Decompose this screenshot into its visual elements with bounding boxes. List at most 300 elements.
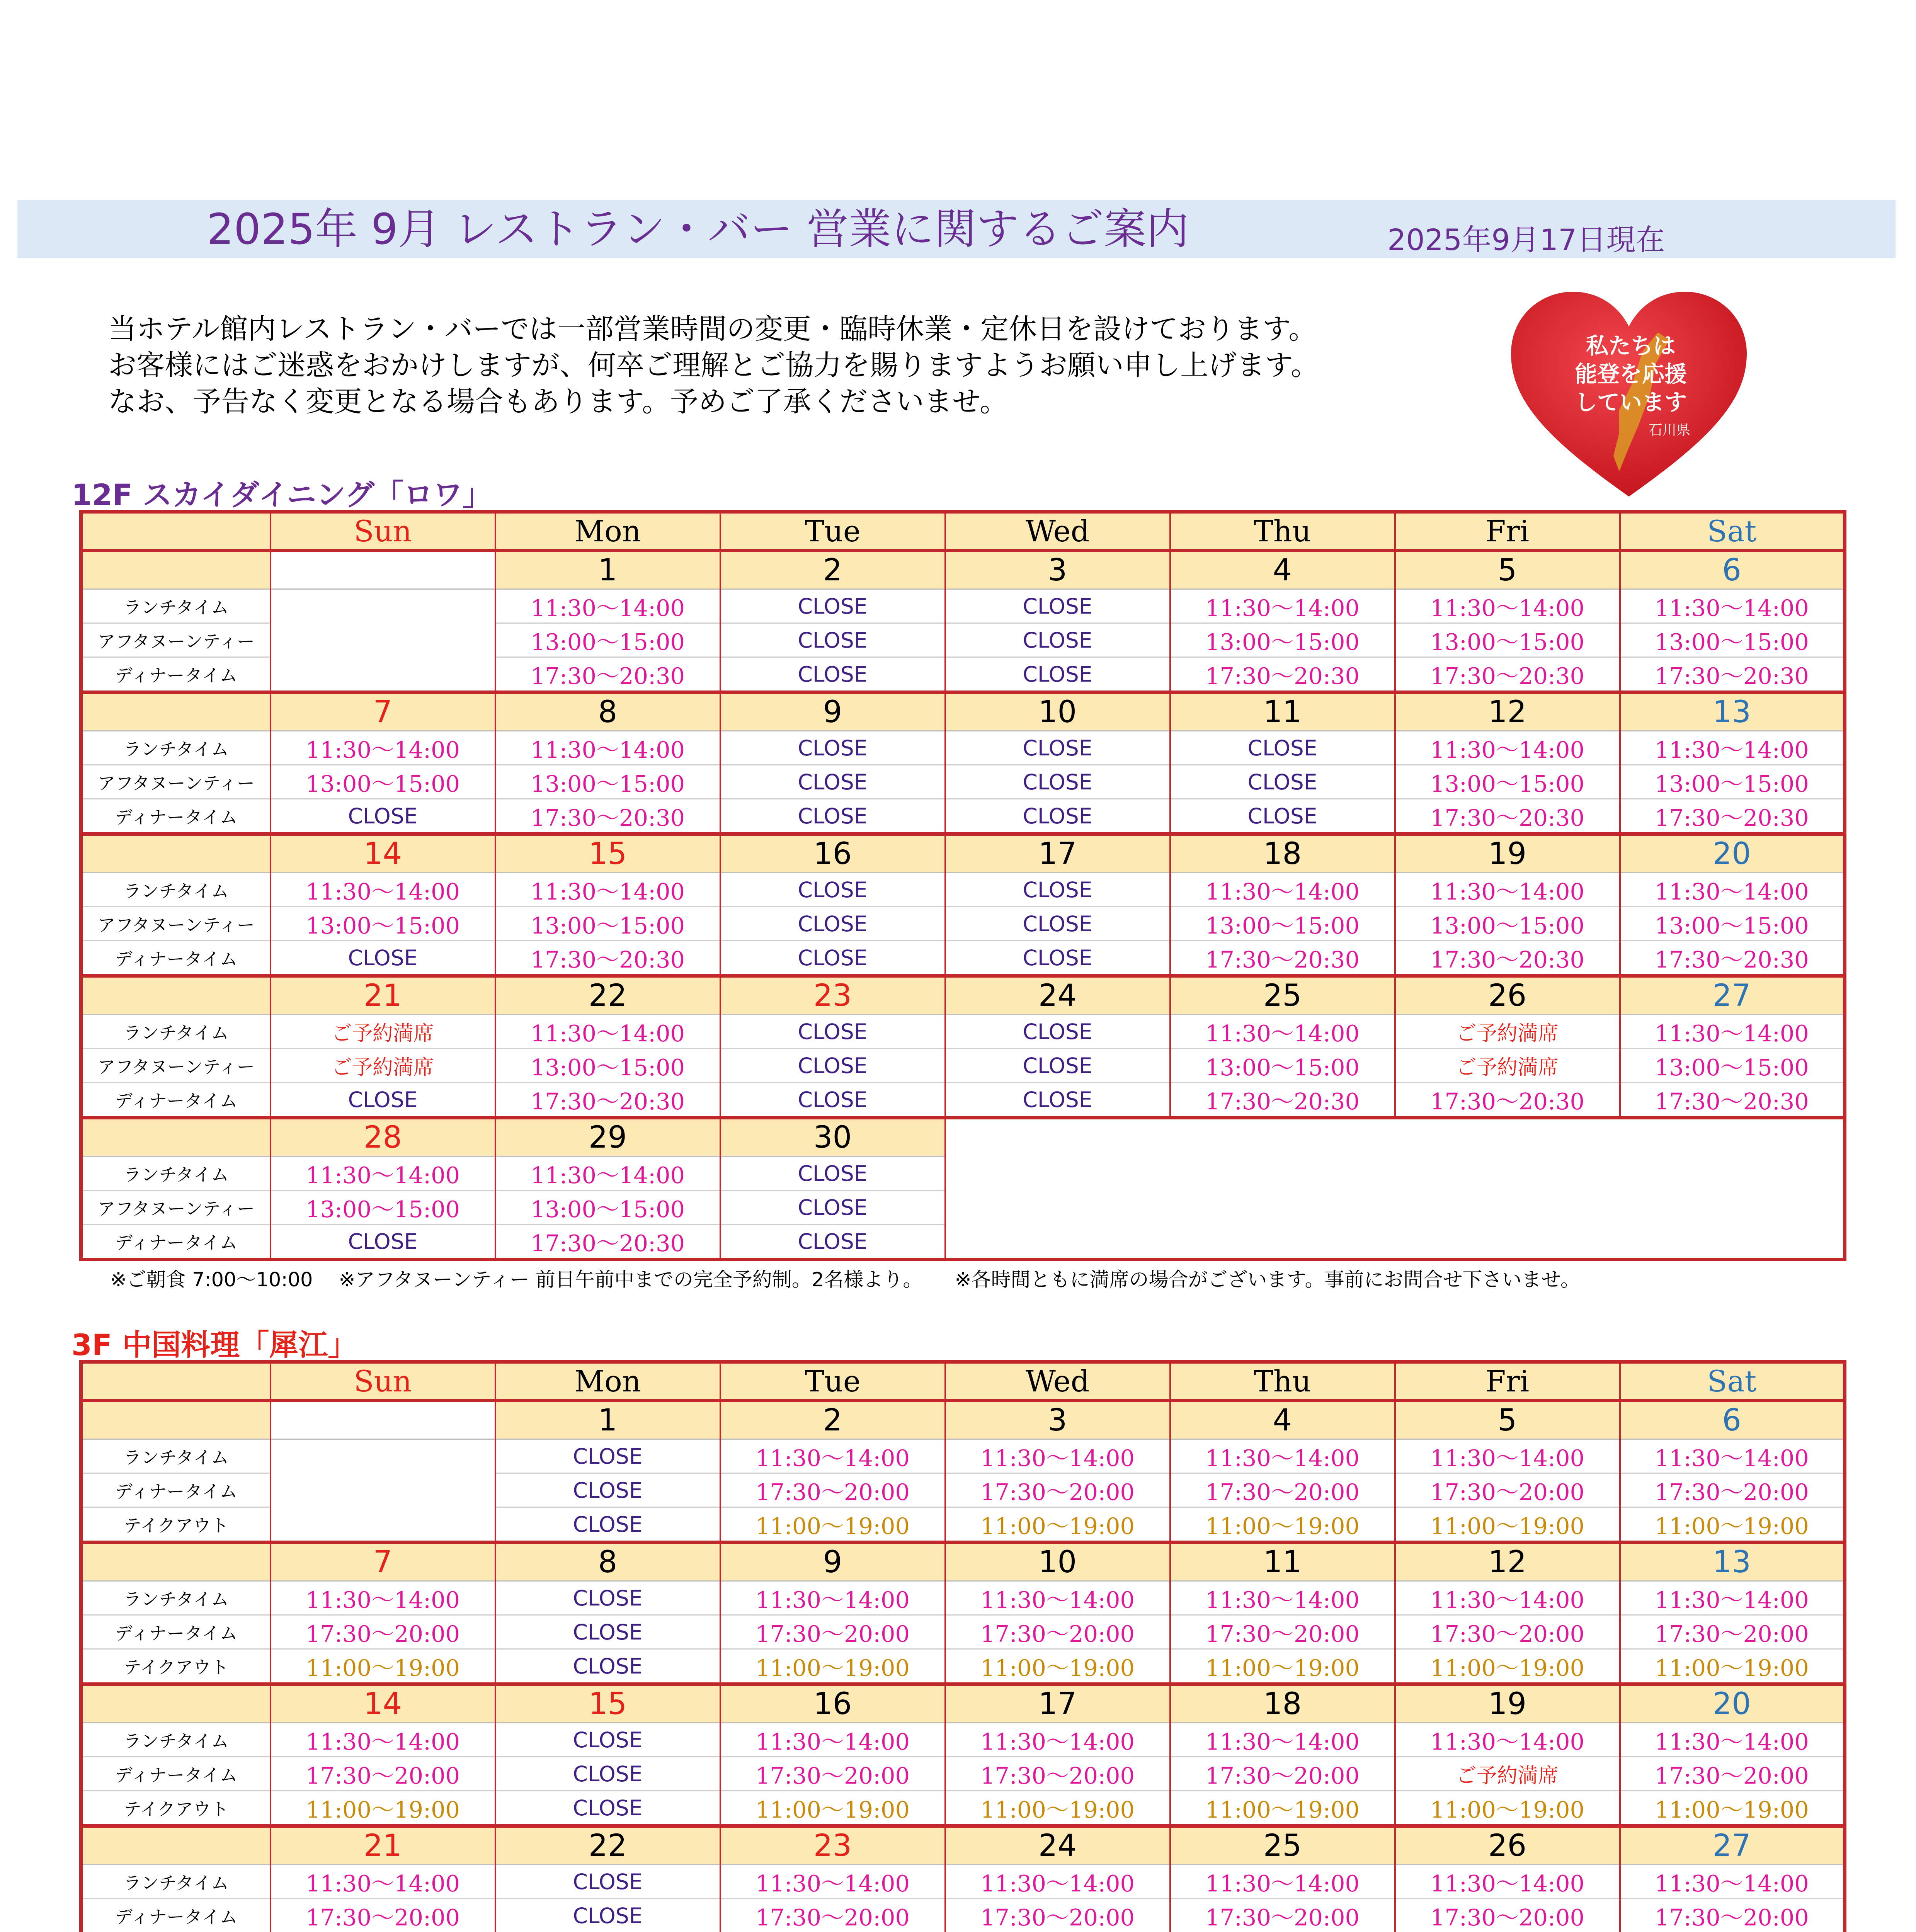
slot-value: CLOSE	[720, 731, 945, 765]
time-slot-label: テイクアウト	[81, 1649, 271, 1684]
slot-value: 13:00～15:00	[271, 765, 495, 799]
date-cell: 5	[1395, 1401, 1620, 1439]
slot-value: 17:30～20:00	[1620, 1473, 1845, 1507]
time-slot-label: ディナータイム	[81, 941, 271, 976]
slot-value: CLOSE	[720, 657, 945, 692]
time-slot-row	[81, 941, 1845, 976]
week-label-corner	[81, 1684, 271, 1723]
slot-value: 11:30～14:00	[1395, 1865, 1620, 1899]
date-cell: 16	[720, 834, 945, 873]
time-slot-row	[81, 1791, 1845, 1826]
slot-value: 11:30～14:00	[271, 1723, 495, 1757]
empty-cell	[1620, 1118, 1845, 1156]
empty-slot-cell	[271, 623, 495, 657]
slot-value: CLOSE	[945, 589, 1170, 623]
slot-value: 11:00～19:00	[1620, 1507, 1845, 1543]
time-slot-row	[81, 623, 1845, 657]
slot-value: 11:30～14:00	[945, 1439, 1170, 1473]
slot-value: ご予約満席	[1395, 1757, 1620, 1791]
slot-value: CLOSE	[495, 1581, 720, 1615]
slot-value: 17:30～20:30	[1395, 941, 1620, 976]
slot-value: 11:00～19:00	[720, 1791, 945, 1826]
slot-value: 11:30～14:00	[1620, 1865, 1845, 1899]
time-slot-label: ディナータイム	[81, 1615, 271, 1649]
date-cell: 12	[1395, 1543, 1620, 1581]
empty-cell	[945, 1225, 1170, 1260]
slot-value: CLOSE	[1170, 731, 1395, 765]
slot-value: 11:30～14:00	[945, 1865, 1170, 1899]
time-slot-row	[81, 1083, 1845, 1118]
slot-value: CLOSE	[720, 799, 945, 834]
slot-value: CLOSE	[495, 1507, 720, 1543]
week-date-row	[81, 1118, 1845, 1156]
roi-note: ※ご朝食 7:00～10:00 ※アフタヌーンティー 前日午前中までの完全予約制。2名様より。 ※各時間ともに満席の場合がございます。事前にお問合せ下さいませ。	[110, 1269, 1580, 1291]
time-slot-label: ディナータイム	[81, 1225, 271, 1260]
slot-value: 11:30～14:00	[945, 1723, 1170, 1757]
date-cell: 18	[1170, 834, 1395, 873]
date-cell: 14	[271, 834, 495, 873]
slot-value: CLOSE	[495, 1649, 720, 1684]
slot-value: 11:30～14:00	[1170, 873, 1395, 907]
time-slot-label: アフタヌーンティー	[81, 623, 271, 657]
empty-slot-cell	[271, 1507, 495, 1543]
date-cell: 20	[1620, 1684, 1845, 1723]
week-label-corner	[81, 834, 271, 873]
empty-cell	[945, 1156, 1170, 1190]
date-cell: 18	[1170, 1684, 1395, 1723]
time-slot-label: アフタヌーンティー	[81, 765, 271, 799]
slot-value: 11:00～19:00	[945, 1791, 1170, 1826]
saiko-calendar	[79, 1360, 1846, 1932]
time-slot-row	[81, 657, 1845, 692]
slot-value: 17:30～20:00	[271, 1615, 495, 1649]
slot-value: 11:30～14:00	[1620, 1581, 1845, 1615]
slot-value: 11:00～19:00	[1170, 1507, 1395, 1543]
empty-cell	[1395, 1225, 1620, 1260]
slot-value: 11:00～19:00	[945, 1649, 1170, 1684]
slot-value: CLOSE	[720, 941, 945, 976]
noto-support-heart-badge	[1503, 286, 1754, 502]
slot-value: CLOSE	[720, 765, 945, 799]
slot-value: CLOSE	[495, 1473, 720, 1507]
week-date-row	[81, 1826, 1845, 1865]
date-cell: 20	[1620, 834, 1845, 873]
time-slot-row	[81, 1439, 1845, 1473]
slot-value: 11:00～19:00	[1620, 1791, 1845, 1826]
slot-value: 17:30～20:30	[1395, 799, 1620, 834]
date-cell: 11	[1170, 692, 1395, 731]
time-slot-row	[81, 1190, 1845, 1225]
empty-date-cell	[271, 1401, 495, 1439]
slot-value: 11:30～14:00	[945, 1581, 1170, 1615]
slot-value: 17:30～20:00	[1170, 1473, 1395, 1507]
date-cell: 2	[720, 551, 945, 589]
time-slot-row	[81, 1899, 1845, 1932]
time-slot-row	[81, 1581, 1845, 1615]
weekday-sun: Sun	[271, 1362, 495, 1401]
week-date-row	[81, 1543, 1845, 1581]
time-slot-label: ランチタイム	[81, 1439, 271, 1473]
slot-value: CLOSE	[495, 1723, 720, 1757]
slot-value: 13:00～15:00	[1620, 765, 1845, 799]
weekday-wed: Wed	[945, 512, 1170, 551]
weekday-sun: Sun	[271, 512, 495, 551]
date-cell: 5	[1395, 551, 1620, 589]
date-cell: 8	[495, 692, 720, 731]
weekday-sat: Sat	[1620, 1362, 1845, 1401]
slot-value: 13:00～15:00	[1395, 907, 1620, 941]
slot-value: 11:00～19:00	[720, 1649, 945, 1684]
empty-slot-cell	[271, 1473, 495, 1507]
slot-value: 17:30～20:30	[495, 1083, 720, 1118]
slot-value: ご予約満席	[1395, 1049, 1620, 1083]
slot-value: 11:30～14:00	[720, 1581, 945, 1615]
date-cell: 3	[945, 1401, 1170, 1439]
date-cell: 24	[945, 976, 1170, 1015]
saiko-section-title: 3F 中国料理「犀江」	[71, 1328, 357, 1362]
weekday-mon: Mon	[495, 1362, 720, 1401]
slot-value: 11:30～14:00	[271, 1581, 495, 1615]
slot-value: CLOSE	[495, 1865, 720, 1899]
time-slot-label: ランチタイム	[81, 1723, 271, 1757]
slot-value: CLOSE	[945, 907, 1170, 941]
weekday-tue: Tue	[720, 1362, 945, 1401]
date-cell: 7	[271, 692, 495, 731]
slot-value: 11:30～14:00	[1620, 1015, 1845, 1049]
slot-value: 17:30～20:00	[945, 1473, 1170, 1507]
time-slot-label: テイクアウト	[81, 1791, 271, 1826]
slot-value: 11:30～14:00	[495, 873, 720, 907]
slot-value: 11:00～19:00	[271, 1649, 495, 1684]
slot-value: 17:30～20:30	[1395, 1083, 1620, 1118]
date-cell: 3	[945, 551, 1170, 589]
weekday-mon: Mon	[495, 512, 720, 551]
slot-value: 17:30～20:00	[720, 1757, 945, 1791]
time-slot-row	[81, 907, 1845, 941]
slot-value: CLOSE	[271, 941, 495, 976]
time-slot-label: アフタヌーンティー	[81, 907, 271, 941]
empty-cell	[1620, 1190, 1845, 1225]
time-slot-label: ランチタイム	[81, 1156, 271, 1190]
slot-value: 17:30～20:00	[1620, 1899, 1845, 1932]
time-slot-label: ディナータイム	[81, 657, 271, 692]
slot-value: 11:30～14:00	[495, 1015, 720, 1049]
time-slot-row	[81, 1049, 1845, 1083]
time-slot-row	[81, 589, 1845, 623]
slot-value: 13:00～15:00	[1170, 623, 1395, 657]
slot-value: 11:30～14:00	[1620, 1723, 1845, 1757]
slot-value: CLOSE	[720, 1156, 945, 1190]
date-cell: 30	[720, 1118, 945, 1156]
date-cell: 11	[1170, 1543, 1395, 1581]
date-cell: 17	[945, 834, 1170, 873]
time-slot-row	[81, 799, 1845, 834]
date-cell: 21	[271, 976, 495, 1015]
slot-value: 13:00～15:00	[495, 765, 720, 799]
slot-value: 11:00～19:00	[1170, 1791, 1395, 1826]
slot-value: CLOSE	[720, 1083, 945, 1118]
time-slot-row	[81, 1649, 1845, 1684]
page-title: 2025年 9月 レストラン・バー 営業に関するご案内	[207, 204, 1189, 254]
slot-value: 13:00～15:00	[271, 907, 495, 941]
empty-cell	[1395, 1118, 1620, 1156]
date-cell: 21	[271, 1826, 495, 1865]
slot-value: CLOSE	[945, 765, 1170, 799]
weekday-sat: Sat	[1620, 512, 1845, 551]
time-slot-label: ディナータイム	[81, 1083, 271, 1118]
time-slot-row	[81, 1015, 1845, 1049]
slot-value: 11:30～14:00	[1170, 1865, 1395, 1899]
weekday-fri: Fri	[1395, 1362, 1620, 1401]
slot-value: 11:00～19:00	[945, 1507, 1170, 1543]
week-date-row	[81, 1401, 1845, 1439]
slot-value: 11:30～14:00	[720, 1723, 945, 1757]
date-cell: 1	[495, 1401, 720, 1439]
slot-value: 11:30～14:00	[1395, 589, 1620, 623]
time-slot-label: ランチタイム	[81, 873, 271, 907]
slot-value: 17:30～20:30	[1620, 657, 1845, 692]
week-label-corner	[81, 692, 271, 731]
slot-value: 13:00～15:00	[1620, 907, 1845, 941]
slot-value: CLOSE	[720, 589, 945, 623]
empty-cell	[1620, 1225, 1845, 1260]
badge-line: しています	[1574, 389, 1687, 415]
week-date-row	[81, 976, 1845, 1015]
date-cell: 19	[1395, 834, 1620, 873]
empty-cell	[1170, 1156, 1395, 1190]
slot-value: CLOSE	[495, 1615, 720, 1649]
slot-value: ご予約満席	[271, 1049, 495, 1083]
slot-value: 11:30～14:00	[720, 1865, 945, 1899]
date-cell: 24	[945, 1826, 1170, 1865]
slot-value: CLOSE	[1170, 799, 1395, 834]
week-label-corner	[81, 1118, 271, 1156]
date-cell: 6	[1620, 1401, 1845, 1439]
slot-value: CLOSE	[720, 1049, 945, 1083]
date-cell: 15	[495, 834, 720, 873]
slot-value: 11:30～14:00	[1170, 1015, 1395, 1049]
slot-value: CLOSE	[495, 1757, 720, 1791]
slot-value: 17:30～20:30	[495, 799, 720, 834]
slot-value: 17:30～20:30	[495, 941, 720, 976]
slot-value: 13:00～15:00	[1395, 623, 1620, 657]
slot-value: 11:00～19:00	[1395, 1649, 1620, 1684]
date-cell: 29	[495, 1118, 720, 1156]
time-slot-label: ランチタイム	[81, 731, 271, 765]
empty-slot-cell	[271, 1439, 495, 1473]
time-slot-row	[81, 1865, 1845, 1899]
slot-value: 13:00～15:00	[495, 1049, 720, 1083]
slot-value: 17:30～20:00	[1170, 1899, 1395, 1932]
slot-value: 11:30～14:00	[495, 1156, 720, 1190]
time-slot-row	[81, 1507, 1845, 1543]
slot-value: 11:30～14:00	[1395, 1723, 1620, 1757]
as-of-date: 2025年9月17日現在	[1387, 223, 1665, 257]
time-slot-row	[81, 873, 1845, 907]
time-slot-label: ランチタイム	[81, 1581, 271, 1615]
slot-value: 13:00～15:00	[1170, 907, 1395, 941]
slot-value: 17:30～20:00	[720, 1473, 945, 1507]
slot-value: 17:30～20:00	[1170, 1757, 1395, 1791]
intro-text	[108, 311, 1319, 420]
slot-value: CLOSE	[495, 1439, 720, 1473]
week-label-corner	[81, 1401, 271, 1439]
slot-value: 11:30～14:00	[1620, 731, 1845, 765]
intro-line: なお、予告なく変更となる場合もあります。予めご了承くださいませ。	[108, 385, 1008, 418]
empty-slot-cell	[271, 657, 495, 692]
date-cell: 23	[720, 976, 945, 1015]
time-slot-label: テイクアウト	[81, 1507, 271, 1543]
empty-cell	[945, 1118, 1170, 1156]
slot-value: 13:00～15:00	[495, 1190, 720, 1225]
weekday-header-row	[81, 512, 1845, 551]
week-label-corner	[81, 1826, 271, 1865]
time-slot-label: ランチタイム	[81, 1015, 271, 1049]
slot-value: CLOSE	[720, 1225, 945, 1260]
slot-value: 11:30～14:00	[1395, 873, 1620, 907]
time-slot-row	[81, 731, 1845, 765]
slot-value: 13:00～15:00	[495, 907, 720, 941]
slot-value: 17:30～20:30	[1170, 941, 1395, 976]
intro-line: お客様にはご迷惑をおかけしますが、何卒ご理解とご協力を賜りますようお願い申し上げます。	[108, 349, 1319, 382]
weekday-thu: Thu	[1170, 1362, 1395, 1401]
weekday-thu: Thu	[1170, 512, 1395, 551]
date-cell: 19	[1395, 1684, 1620, 1723]
date-cell: 4	[1170, 1401, 1395, 1439]
weekday-tue: Tue	[720, 512, 945, 551]
slot-value: CLOSE	[945, 799, 1170, 834]
slot-value: 17:30～20:30	[1170, 1083, 1395, 1118]
date-cell: 1	[495, 551, 720, 589]
slot-value: 17:30～20:00	[1395, 1473, 1620, 1507]
empty-cell	[1395, 1190, 1620, 1225]
slot-value: 17:30～20:30	[495, 657, 720, 692]
slot-value: CLOSE	[945, 1049, 1170, 1083]
date-cell: 10	[945, 1543, 1170, 1581]
slot-value: CLOSE	[271, 799, 495, 834]
slot-value: 17:30～20:00	[1620, 1757, 1845, 1791]
time-slot-row	[81, 1723, 1845, 1757]
intro-line: 当ホテル館内レストラン・バーでは一部営業時間の変更・臨時休業・定休日を設けております。	[108, 313, 1317, 345]
slot-value: 11:30～14:00	[271, 873, 495, 907]
slot-value: 17:30～20:00	[945, 1757, 1170, 1791]
date-cell: 27	[1620, 1826, 1845, 1865]
date-cell: 22	[495, 1826, 720, 1865]
slot-value: 17:30～20:00	[720, 1615, 945, 1649]
time-slot-label: アフタヌーンティー	[81, 1049, 271, 1083]
week-date-row	[81, 1684, 1845, 1723]
time-slot-row	[81, 1225, 1845, 1260]
slot-value: 13:00～15:00	[495, 623, 720, 657]
slot-value: CLOSE	[945, 731, 1170, 765]
slot-value: 17:30～20:00	[1620, 1615, 1845, 1649]
slot-value: CLOSE	[720, 623, 945, 657]
date-cell: 25	[1170, 976, 1395, 1015]
time-slot-row	[81, 1615, 1845, 1649]
week-date-row	[81, 551, 1845, 589]
date-cell: 15	[495, 1684, 720, 1723]
date-cell: 13	[1620, 1543, 1845, 1581]
date-cell: 7	[271, 1543, 495, 1581]
empty-cell	[1395, 1156, 1620, 1190]
empty-cell	[1170, 1190, 1395, 1225]
slot-value: ご予約満席	[271, 1015, 495, 1049]
weekday-header-row	[81, 1362, 1845, 1401]
date-cell: 22	[495, 976, 720, 1015]
slot-value: 17:30～20:30	[495, 1225, 720, 1260]
slot-value: CLOSE	[1170, 765, 1395, 799]
time-slot-label: ディナータイム	[81, 1473, 271, 1507]
slot-value: CLOSE	[945, 657, 1170, 692]
slot-value: CLOSE	[720, 873, 945, 907]
weekday-corner	[81, 1362, 271, 1401]
weekday-corner	[81, 512, 271, 551]
week-date-row	[81, 692, 1845, 731]
slot-value: 17:30～20:30	[1620, 799, 1845, 834]
empty-cell	[1620, 1156, 1845, 1190]
slot-value: CLOSE	[495, 1791, 720, 1826]
time-slot-label: ディナータイム	[81, 799, 271, 834]
week-label-corner	[81, 976, 271, 1015]
slot-value: CLOSE	[720, 1015, 945, 1049]
slot-value: 11:30～14:00	[1620, 1439, 1845, 1473]
empty-cell	[1170, 1225, 1395, 1260]
slot-value: 11:30～14:00	[1170, 1723, 1395, 1757]
time-slot-label: ランチタイム	[81, 589, 271, 623]
week-date-row	[81, 834, 1845, 873]
date-cell: 8	[495, 1543, 720, 1581]
empty-cell	[945, 1190, 1170, 1225]
slot-value: 11:30～14:00	[271, 1156, 495, 1190]
slot-value: 11:30～14:00	[271, 731, 495, 765]
week-label-corner	[81, 1543, 271, 1581]
date-cell: 9	[720, 1543, 945, 1581]
time-slot-label: ディナータイム	[81, 1757, 271, 1791]
slot-value: 17:30～20:00	[271, 1899, 495, 1932]
slot-value: 17:30～20:00	[271, 1757, 495, 1791]
date-cell: 13	[1620, 692, 1845, 731]
date-cell: 14	[271, 1684, 495, 1723]
week-label-corner	[81, 551, 271, 589]
slot-value: 17:30～20:30	[1620, 941, 1845, 976]
slot-value: 11:00～19:00	[1395, 1791, 1620, 1826]
slot-value: CLOSE	[271, 1225, 495, 1260]
slot-value: 11:30～14:00	[1395, 1439, 1620, 1473]
date-cell: 12	[1395, 692, 1620, 731]
date-cell: 26	[1395, 1826, 1620, 1865]
date-cell: 26	[1395, 976, 1620, 1015]
time-slot-row	[81, 1156, 1845, 1190]
date-cell: 10	[945, 692, 1170, 731]
roi-calendar	[79, 510, 1846, 1261]
time-slot-row	[81, 1757, 1845, 1791]
slot-value: CLOSE	[720, 1190, 945, 1225]
weekday-wed: Wed	[945, 1362, 1170, 1401]
slot-value: 17:30～20:00	[720, 1899, 945, 1932]
badge-line: 私たちは	[1586, 333, 1676, 359]
slot-value: CLOSE	[495, 1899, 720, 1932]
date-cell: 23	[720, 1826, 945, 1865]
slot-value: CLOSE	[945, 1083, 1170, 1118]
date-cell: 17	[945, 1684, 1170, 1723]
slot-value: 11:30～14:00	[1170, 1581, 1395, 1615]
slot-value: 17:30～20:00	[945, 1899, 1170, 1932]
badge-sub: 石川県	[1648, 422, 1691, 438]
date-cell: 9	[720, 692, 945, 731]
date-cell: 25	[1170, 1826, 1395, 1865]
slot-value: 11:00～19:00	[1620, 1649, 1845, 1684]
slot-value: 11:30～14:00	[720, 1439, 945, 1473]
